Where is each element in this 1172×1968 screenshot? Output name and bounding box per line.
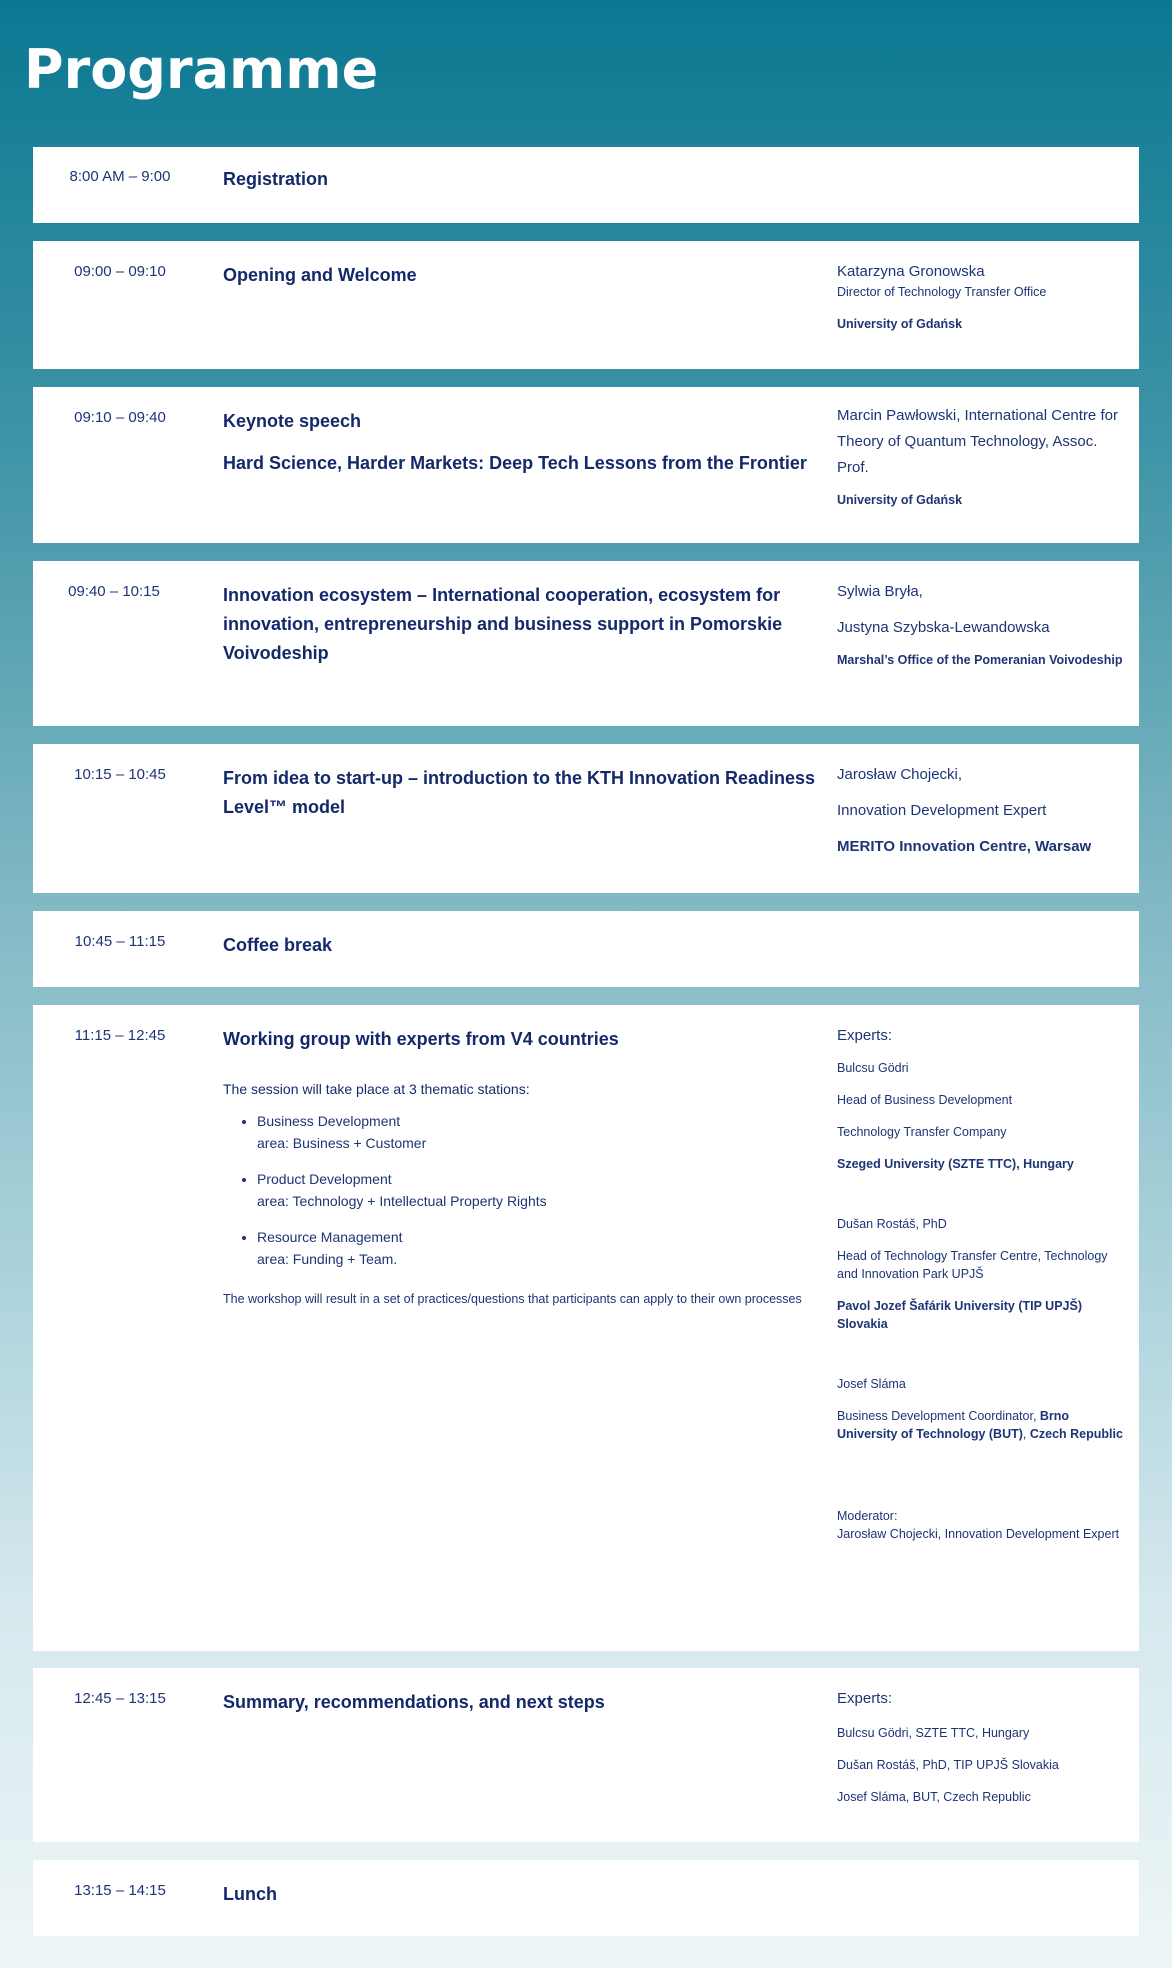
session-time: 10:15 – 10:45 [74, 766, 166, 783]
expert-name: Josef Sláma, BUT, Czech Republic [837, 1790, 1031, 1804]
expert-name: Dušan Rostáš, PhD [837, 1217, 947, 1231]
session-row-ecosystem [33, 561, 1139, 726]
session-title: From idea to start-up – introduction to the KTH Innovation Readiness Level™ model [223, 768, 816, 817]
speaker-name: Sylwia Bryła, [837, 583, 923, 600]
station-name: Resource Management [257, 1229, 403, 1245]
speaker-block [837, 581, 1127, 671]
speaker-name: Justyna Szybska-Lewandowska [837, 619, 1050, 636]
station-name: Business Development [257, 1113, 401, 1129]
expert-separator: , [1022, 1427, 1027, 1441]
speaker-block [837, 403, 1127, 509]
speaker-org: MERITO Innovation Centre, Warsaw [837, 838, 1092, 855]
session-subtitle: Hard Science, Harder Markets: Deep Tech Lessons from the Frontier [223, 453, 807, 473]
station-name: Product Development [257, 1171, 392, 1187]
session-title: Keynote speech [223, 411, 362, 431]
session-time: 09:00 – 09:10 [74, 263, 166, 280]
session-time: 11:15 – 12:45 [74, 1027, 166, 1044]
speaker-org: Marshal’s Office of the Pomeranian Voivodeship [837, 653, 1123, 667]
session-row-lunch [33, 1860, 1139, 1936]
station-area: area: Business + Customer [257, 1135, 427, 1151]
expert-role: Business Development Coordinator, [837, 1409, 1037, 1423]
expert-org: Szeged University (SZTE TTC), Hungary [837, 1157, 1074, 1171]
session-time: 8:00 AM – 9:00 [69, 168, 171, 185]
speaker-name: Katarzyna Gronowska [837, 263, 985, 280]
session-row-registration [33, 147, 1139, 223]
session-title: Innovation ecosystem – International cooperation, ecosystem for innovation, entrepreneurship and business support in Pomorskie Voivodeship [223, 585, 783, 663]
list-item [257, 1110, 833, 1154]
expert-name: Josef Sláma [837, 1377, 906, 1391]
session-time: 12:45 – 13:15 [74, 1690, 166, 1707]
session-row-keynote [33, 387, 1139, 543]
experts-block [837, 1025, 1127, 1543]
page-title: Programme [24, 38, 379, 101]
workshop-note: The workshop will result in a set of practices/questions that participants can apply to their own processes [223, 1292, 802, 1306]
session-title: Registration [223, 169, 329, 189]
speaker-name: Jarosław Chojecki, [837, 766, 963, 783]
experts-label: Experts: [837, 1690, 893, 1707]
expert-entry [837, 1059, 1127, 1173]
session-time: 09:40 – 10:15 [68, 583, 160, 600]
session-time: 10:45 – 11:15 [74, 933, 166, 950]
expert-entry [837, 1215, 1127, 1333]
session-title: Opening and Welcome [223, 265, 417, 285]
session-title: Summary, recommendations, and next steps [223, 1692, 605, 1712]
expert-org: Brno University of Technology (BUT) [837, 1409, 1070, 1441]
stations-list [223, 1110, 833, 1270]
stations-intro: The session will take place at 3 thematic stations: [223, 1081, 530, 1097]
session-row-kth-model [33, 744, 1139, 893]
expert-country: Czech Republic [1029, 1427, 1123, 1441]
list-item [257, 1226, 833, 1270]
speaker-org: University of Gdańsk [837, 317, 963, 331]
expert-entry [837, 1375, 1127, 1443]
expert-affiliation [837, 1407, 1127, 1443]
speaker-name: Marcin Pawłowski, International Centre for Theory of Quantum Technology, Assoc. Prof. [837, 407, 1118, 476]
experts-block [837, 1688, 1127, 1806]
list-item [257, 1168, 833, 1212]
moderator-label: Moderator: [837, 1509, 898, 1523]
session-row-working-group [33, 1005, 1139, 1651]
station-area: area: Funding + Team. [257, 1251, 398, 1267]
speaker-block [837, 261, 1127, 333]
expert-org: Pavol Jozef Šafárik University (TIP UPJŠ) Slovakia [837, 1299, 1083, 1331]
session-title: Coffee break [223, 935, 333, 955]
expert-name: Bulcsu Gödri, SZTE TTC, Hungary [837, 1726, 1030, 1740]
session-row-opening [33, 241, 1139, 369]
speaker-role: Director of Technology Transfer Office [837, 285, 1047, 299]
speaker-role: Innovation Development Expert [837, 802, 1047, 819]
experts-label: Experts: [837, 1027, 893, 1044]
expert-role: Head of Technology Transfer Centre, Technology and Innovation Park UPJŠ [837, 1249, 1108, 1281]
session-title: Lunch [223, 1884, 277, 1904]
session-time: 09:10 – 09:40 [74, 409, 166, 426]
expert-name: Bulcsu Gödri [837, 1061, 909, 1075]
expert-name: Dušan Rostáš, PhD, TIP UPJŠ Slovakia [837, 1758, 1059, 1772]
session-row-coffee-break [33, 911, 1139, 987]
session-row-summary [33, 1668, 1139, 1842]
station-area: area: Technology + Intellectual Property Rights [257, 1193, 547, 1209]
moderator-name: Jarosław Chojecki, Innovation Development Expert [837, 1527, 1120, 1541]
session-time: 13:15 – 14:15 [74, 1882, 166, 1899]
moderator-block [837, 1507, 1127, 1543]
expert-role: Head of Business Development [837, 1093, 1013, 1107]
speaker-org: University of Gdańsk [837, 493, 963, 507]
expert-company: Technology Transfer Company [837, 1125, 1007, 1139]
speaker-block [837, 764, 1127, 858]
session-title: Working group with experts from V4 countries [223, 1029, 619, 1049]
